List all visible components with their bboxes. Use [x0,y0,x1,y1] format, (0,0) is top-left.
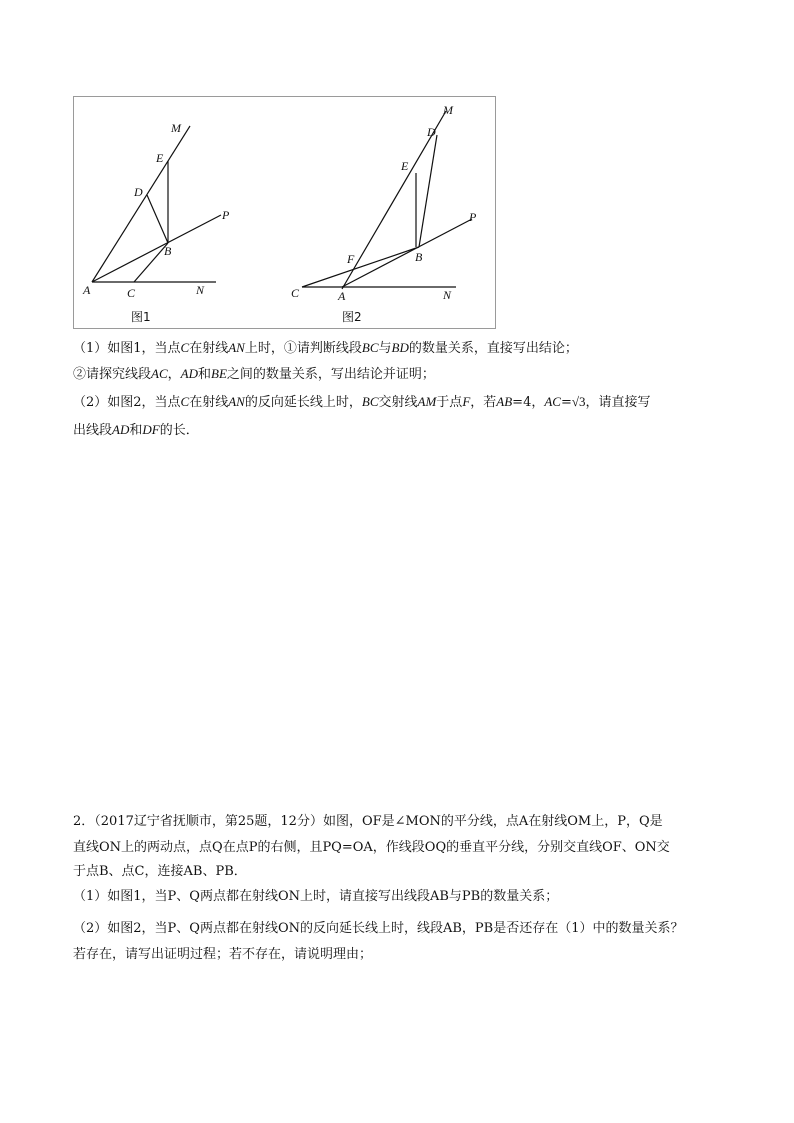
problem1-part2-line1 [73,390,651,415]
figure-box [73,96,496,329]
text-segment: 和 [198,367,212,382]
fig1-label-N: N [196,283,205,297]
text-segment: =4， [512,395,545,410]
text-segment: = [560,395,572,410]
fig2-label-M: M [443,103,453,117]
problem2-part2-line2: 若存在，请写出证明过程；若不存在，请说明理由； [73,947,373,962]
fig2-label-B: B [415,250,423,264]
text-segment: 在射线 [189,395,229,410]
text-segment: （1）如图1，当点 [73,341,181,356]
fig2-label-A: A [338,289,346,303]
text-segment: 的数量关系，直接写出结论； [408,341,578,356]
math-BE: BE [211,366,227,381]
math-BD: BD [391,340,409,355]
text-segment: 与 [378,341,392,356]
math-AC: AC [151,366,168,381]
fig1-label-P: P [222,208,230,222]
problem2-line3: 于点B、点C，连接AB、PB． [73,864,247,879]
fig2-ray-AP [342,219,472,287]
fig1-label-B: B [164,244,172,258]
math-AD: AD [180,366,198,381]
text-segment: ，请直接写 [585,395,651,410]
math-C: C [180,394,190,409]
figure-1 [82,121,230,324]
fig2-label-F: F [347,252,355,266]
math-AB: AB [496,394,513,409]
fig2-label-P: P [469,210,477,224]
text-segment: 交射线 [378,395,418,410]
text-segment: ②请探究线段 [73,367,152,382]
math-AD: AD [112,422,130,437]
fig1-ray-AM [92,126,190,282]
math-AN: AN [228,340,245,355]
text-segment: 的反向延长线上时， [244,395,362,410]
math-AM: AM [417,394,437,409]
fig1-ray-AP [92,215,221,282]
fig2-label-D: D [427,125,436,139]
figure-2 [291,103,477,324]
math-sqrt3: √3 [571,394,586,409]
fig2-segment-CB [302,247,419,287]
text-segment: 上时，①请判断线段 [244,341,362,356]
fig2-label-N: N [443,288,452,302]
math-C: C [180,340,190,355]
fig2-label-C: C [291,286,300,300]
math-DF: DF [142,422,160,437]
text-segment: 之间的数量关系，写出结论并证明； [226,367,435,382]
math-AN: AN [228,394,245,409]
fig1-segment-DB [147,195,168,243]
text-segment: ，若 [470,395,497,410]
problem2-line1: 2．（2017辽宁省抚顺市，第25题，12分）如图，OF是∠MON的平分线，点A在射线OM上，P，Q是 [73,814,663,829]
fig2-caption: 图2 [342,310,362,324]
problem1-part1-line2 [73,362,435,387]
problem2-part1: （1）如图1，当P、Q两点都在射线ON上时，请直接写出线段AB与PB的数量关系； [73,889,559,904]
fig1-label-A: A [83,283,91,297]
text-segment: ， [167,367,181,382]
fig1-segment-CB [134,243,168,282]
fig1-label-E: E [156,151,164,165]
math-F: F [462,394,471,409]
text-segment: 和 [129,423,143,438]
fig1-label-C: C [127,286,136,300]
text-segment: （2）如图2，当点 [73,395,181,410]
fig1-label-M: M [171,121,181,135]
fig2-label-E: E [401,159,409,173]
fig1-label-D: D [134,185,143,199]
text-segment: 的长． [159,423,199,438]
problem2-part2-line1: （2）如图2，当P、Q两点都在射线ON的反向延长线上时，线段AB，PB是否还存在（1）中的数量关系？ [73,921,684,936]
problem1-part1-line1 [73,336,578,361]
problem1-part2-line2 [73,418,199,443]
figures-svg [74,97,497,330]
math-BC: BC [361,340,379,355]
text-segment: 于点 [436,395,463,410]
fig1-caption: 图1 [131,310,151,324]
math-BC: BC [361,394,379,409]
problem2-line2: 直线ON上的两动点，点Q在点P的右侧，且PQ=OA，作线段OQ的垂直平分线，分别交直线OF、ON交 [73,840,670,855]
text-segment: 出线段 [73,423,113,438]
text-segment: 在射线 [189,341,229,356]
math-AC: AC [544,394,561,409]
